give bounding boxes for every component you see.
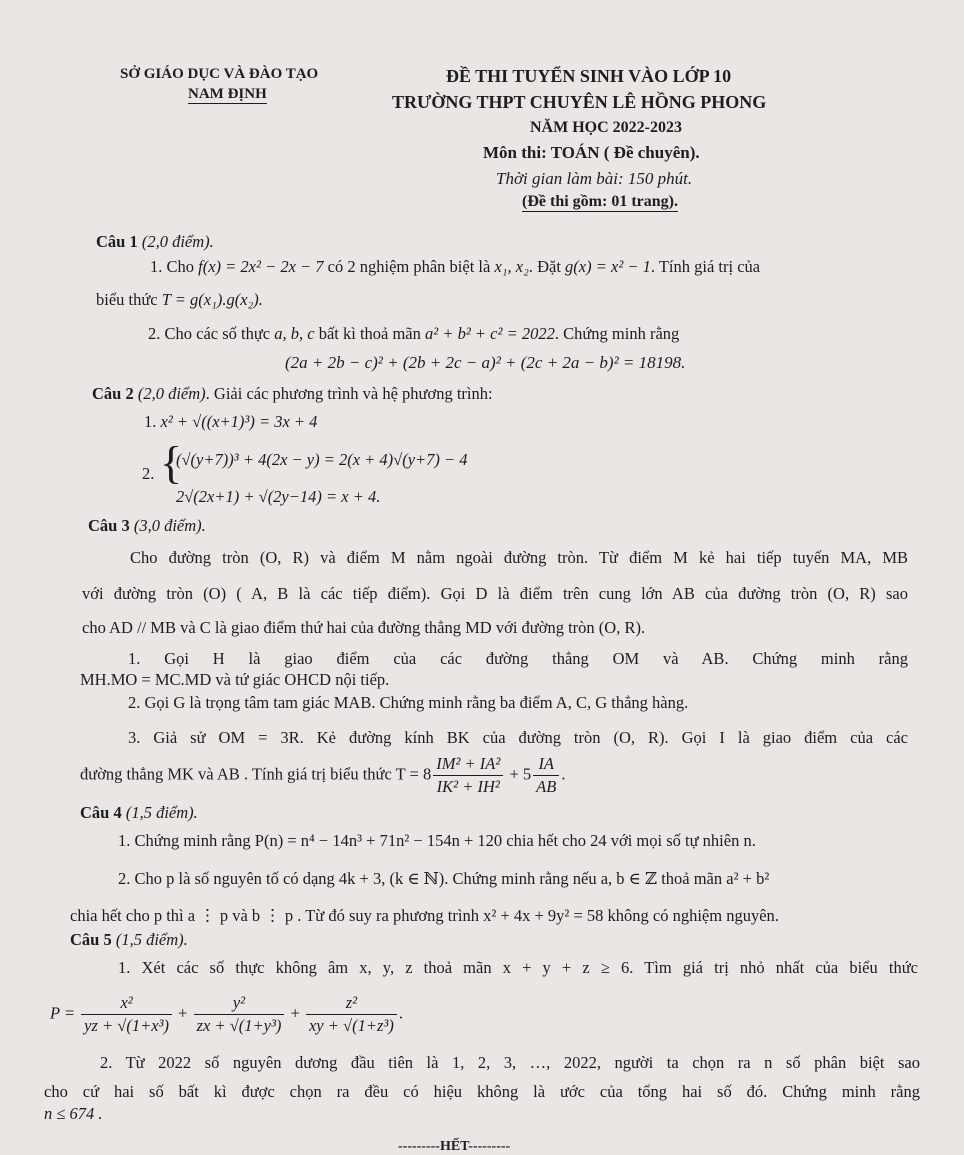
question-4-part-2-line-2: chia hết cho p thì a ⋮ p và b ⋮ p . Từ đó suy ra phương trình x² + 4x + 9y² = 58 không có nghiệm nguyên. <box>70 906 779 925</box>
question-3-intro-line-1: Cho đường tròn (O, R) và điểm M nằm ngoài đường tròn. Từ điểm M kẻ hai tiếp tuyến MA, MB <box>130 548 908 567</box>
fraction-denominator: zx + √(1+y³) <box>196 1016 282 1035</box>
question-5-part-2-line-3: n ≤ 674 . <box>44 1104 103 1123</box>
department-name: SỞ GIÁO DỤC VÀ ĐÀO TẠO <box>120 66 319 82</box>
question-2-system-number: 2. <box>142 464 155 483</box>
school-year: NĂM HỌC 2022-2023 <box>530 119 682 136</box>
question-3-part-3-line-2: đường thẳng MK và AB . Tính giá trị biểu thức T = 8 $\frac{\text{IM² + IA²}}{\text{IK² + IH²}}$ + 5 $\frac{IA}{AB}$ . <box>80 754 566 796</box>
question-1-part-1-line-2: biểu thức T = g(x₁).g(x₂). <box>96 290 263 309</box>
province-name: NAM ĐỊNH <box>188 86 267 102</box>
question-5-heading: Câu 5 (1,5 điểm). <box>70 930 188 949</box>
fraction-denominator: IK² + IH² <box>436 777 500 796</box>
question-2-equation-1: 1. x² + √((x+1)³) = 3x + 4 <box>144 412 318 431</box>
exam-title: ĐỀ THI TUYỂN SINH VÀO LỚP 10 <box>446 66 732 86</box>
system-brace: { <box>160 437 183 488</box>
question-5-part-1-line-1: 1. Xét các số thực không âm x, y, z thoả mãn x + y + z ≥ 6. Tìm giá trị nhỏ nhất của biểu thức <box>118 958 918 977</box>
question-4-part-2-line-1: 2. Cho p là số nguyên tố có dạng 4k + 3, (k ∈ ℕ). Chứng minh rằng nếu a, b ∈ ℤ thoả mãn a² + b² <box>118 869 770 888</box>
question-2-heading: Câu 2 (2,0 điểm). Giải các phương trình và hệ phương trình: <box>92 384 493 403</box>
end-marker: ---------HẾT--------- <box>398 1139 511 1154</box>
question-5-expression-P: P = $\frac{\text{x²}}{\text{yz + √(1+x³)}}$ + $\frac{\text{y²}}{\text{zx + √(1+y³)}}$ + $\frac{\text{z²}}{\text{xy + √(1+z³)}}$ . <box>50 993 403 1035</box>
page-count: (Đề thi gồm: 01 trang). <box>522 193 678 210</box>
question-3-part-2: 2. Gọi G là trọng tâm tam giác MAB. Chứng minh rằng ba điểm A, C, G thẳng hàng. <box>128 693 689 712</box>
question-3-part-1-line-2: MH.MO = MC.MD và tứ giác OHCD nội tiếp. <box>80 670 390 689</box>
question-5-part-2-line-2: cho cứ hai số bất kì được chọn ra đều có hiệu không là ước của tổng hai số đó. Chứng minh rằng <box>44 1082 920 1101</box>
question-3-part-1-line-1: 1. Gọi H là giao điểm của các đường thẳng OM và AB. Chứng minh rằng <box>128 649 908 668</box>
exam-subject: Môn thi: TOÁN ( Đề chuyên). <box>483 143 700 162</box>
question-4-heading: Câu 4 (1,5 điểm). <box>80 803 198 822</box>
question-1-heading: Câu 1 (2,0 điểm). <box>96 232 214 251</box>
question-3-intro-line-2: với đường tròn (O) ( A, B là các tiếp điểm). Gọi D là điểm trên cung lớn AB của đường tròn (O, R) sao <box>82 584 908 603</box>
school-name: TRƯỜNG THPT CHUYÊN LÊ HỒNG PHONG <box>392 92 767 112</box>
question-3-heading: Câu 3 (3,0 điểm). <box>88 516 206 535</box>
question-4-part-1: 1. Chứng minh rằng P(n) = n⁴ − 14n³ + 71n² − 154n + 120 chia hết cho 24 với mọi số tự nhiên n. <box>118 831 756 850</box>
question-2-system-line-1: (√(y+7))³ + 4(2x − y) = 2(x + 4)√(y+7) − 4 <box>176 450 468 469</box>
question-5-part-2-line-1: 2. Từ 2022 số nguyên dương đầu tiên là 1, 2, 3, …, 2022, người ta chọn ra n số phân biệt sao <box>100 1053 920 1072</box>
fraction-numerator: z² <box>306 992 397 1015</box>
fraction-numerator: IM² + IA² <box>433 753 503 776</box>
fraction-numerator: y² <box>194 992 285 1015</box>
fraction-numerator: x² <box>81 992 172 1015</box>
fraction-denominator: xy + √(1+z³) <box>308 1016 394 1035</box>
fraction-numerator: IA <box>533 753 559 776</box>
question-1-identity: (2a + 2b − c)² + (2b + 2c − a)² + (2c + 2a − b)² = 18198. <box>285 353 686 372</box>
exam-duration: Thời gian làm bài: 150 phút. <box>496 169 693 188</box>
question-1-part-1: 1. Cho f(x) = 2x² − 2x − 7 có 2 nghiệm phân biệt là x₁, x₂. Đặt g(x) = x² − 1. Tính giá trị của <box>150 257 761 276</box>
question-1-part-2: 2. Cho các số thực a, b, c bất kì thoả mãn a² + b² + c² = 2022. Chứng minh rằng <box>148 324 680 343</box>
question-2-system-line-2: 2√(2x+1) + √(2y−14) = x + 4. <box>176 487 381 506</box>
fraction-denominator: AB <box>536 777 557 796</box>
question-3-intro-line-3: cho AD // MB và C là giao điểm thứ hai của đường thẳng MD với đường tròn (O, R). <box>82 618 646 637</box>
question-3-part-3-line-1: 3. Giả sử OM = 3R. Kẻ đường kính BK của đường tròn (O, R). Gọi I là giao điểm của các <box>128 728 908 747</box>
fraction-denominator: yz + √(1+x³) <box>84 1016 170 1035</box>
